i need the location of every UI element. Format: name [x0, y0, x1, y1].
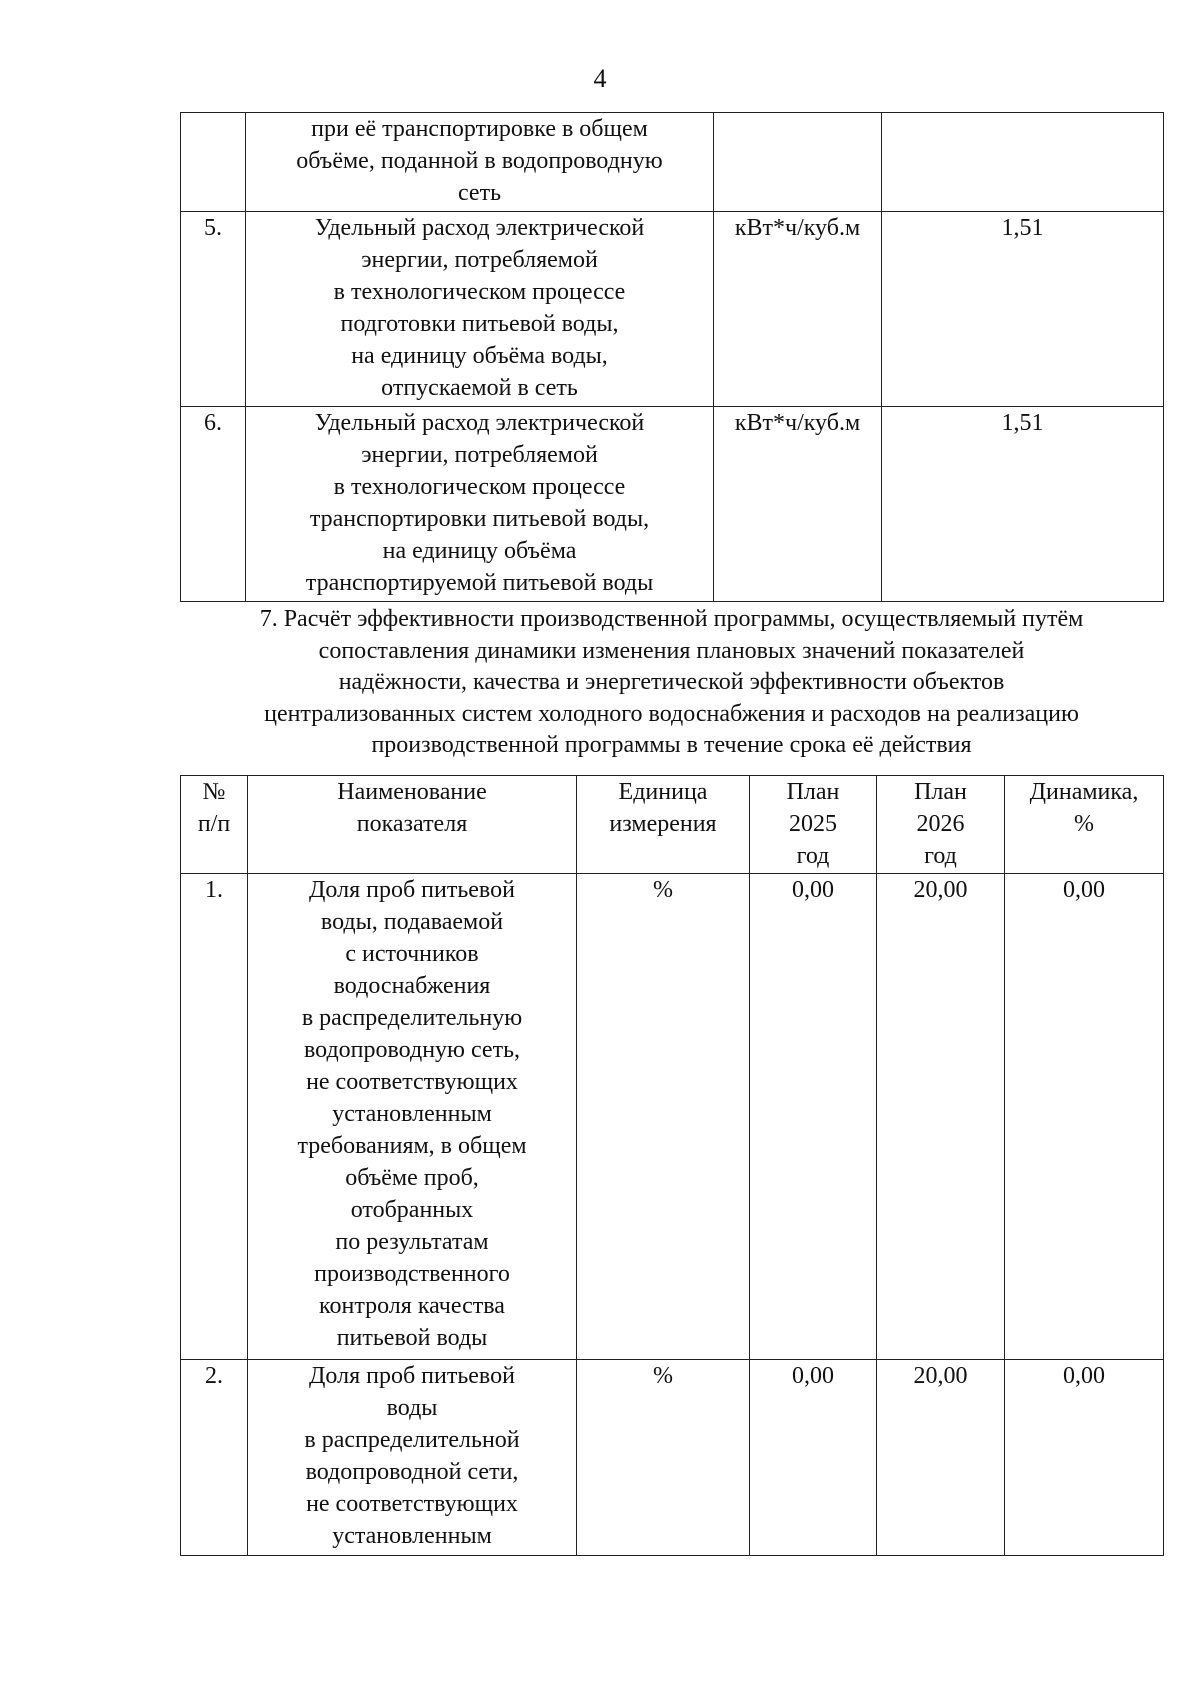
- row-number: 2.: [181, 1360, 248, 1556]
- unit-cell: [714, 113, 882, 212]
- indicator-name: Удельный расход электрической энергии, потребляемой в технологическом процессе транспортировки питьевой воды, на единицу объёма транспортируемой питьевой воды: [246, 407, 714, 602]
- table-header-row: [181, 776, 1164, 874]
- plan-2026-cell: 20,00: [877, 1360, 1005, 1556]
- efficiency-table: [180, 775, 1164, 1556]
- row-number: 1.: [181, 874, 248, 1360]
- plan-2025-cell: 0,00: [750, 874, 877, 1360]
- header-name: Наименование показателя: [248, 776, 577, 874]
- row-number: 6.: [181, 407, 246, 602]
- indicator-name: Доля проб питьевой воды, подаваемой с источников водоснабжения в распределительную водопроводную сеть, не соответствующих установленным требованиям, в общем объёме проб, отобранных по результатам производственного контроля качества питьевой воды: [248, 874, 577, 1360]
- section-7-heading: 7. Расчёт эффективности производственной программы, осуществляемый путём сопоставления динамики изменения плановых значений показателей надёжности, качества и энергетической эффективности объектов централизованных систем холодного водоснабжения и расходов на реализацию производственной программы в течение срока её действия: [259, 606, 1084, 758]
- plan-2025-cell: 0,00: [750, 1360, 877, 1556]
- value-cell: 1,51: [882, 212, 1164, 407]
- plan-2026-cell: 20,00: [877, 874, 1005, 1360]
- table-row: [181, 212, 1164, 407]
- table-row: [181, 113, 1164, 212]
- indicator-name: Удельный расход электрической энергии, потребляемой в технологическом процессе подготовки питьевой воды, на единицу объёма воды, отпускаемой в сеть: [246, 212, 714, 407]
- value-cell: [882, 113, 1164, 212]
- header-unit: Единица измерения: [577, 776, 750, 874]
- row-number: [181, 113, 246, 212]
- unit-cell: %: [577, 874, 750, 1360]
- indicators-table-continued: [180, 112, 1164, 602]
- dynamics-cell: 0,00: [1005, 874, 1164, 1360]
- unit-cell: кВт*ч/куб.м: [714, 212, 882, 407]
- header-dynamics: Динамика, %: [1005, 776, 1164, 874]
- header-num: № п/п: [181, 776, 248, 874]
- page-number: 4: [593, 64, 607, 93]
- unit-cell: %: [577, 1360, 750, 1556]
- header-plan-2025: План 2025 год: [750, 776, 877, 874]
- table-row: [181, 874, 1164, 1360]
- value-cell: 1,51: [882, 407, 1164, 602]
- table-row: [181, 1360, 1164, 1556]
- table-row: [181, 407, 1164, 602]
- dynamics-cell: 0,00: [1005, 1360, 1164, 1556]
- indicator-name: при её транспортировке в общем объёме, поданной в водопроводную сеть: [246, 113, 714, 212]
- header-plan-2026: План 2026 год: [877, 776, 1005, 874]
- indicator-name: Доля проб питьевой воды в распределительной водопроводной сети, не соответствующих установленным: [248, 1360, 577, 1556]
- unit-cell: кВт*ч/куб.м: [714, 407, 882, 602]
- row-number: 5.: [181, 212, 246, 407]
